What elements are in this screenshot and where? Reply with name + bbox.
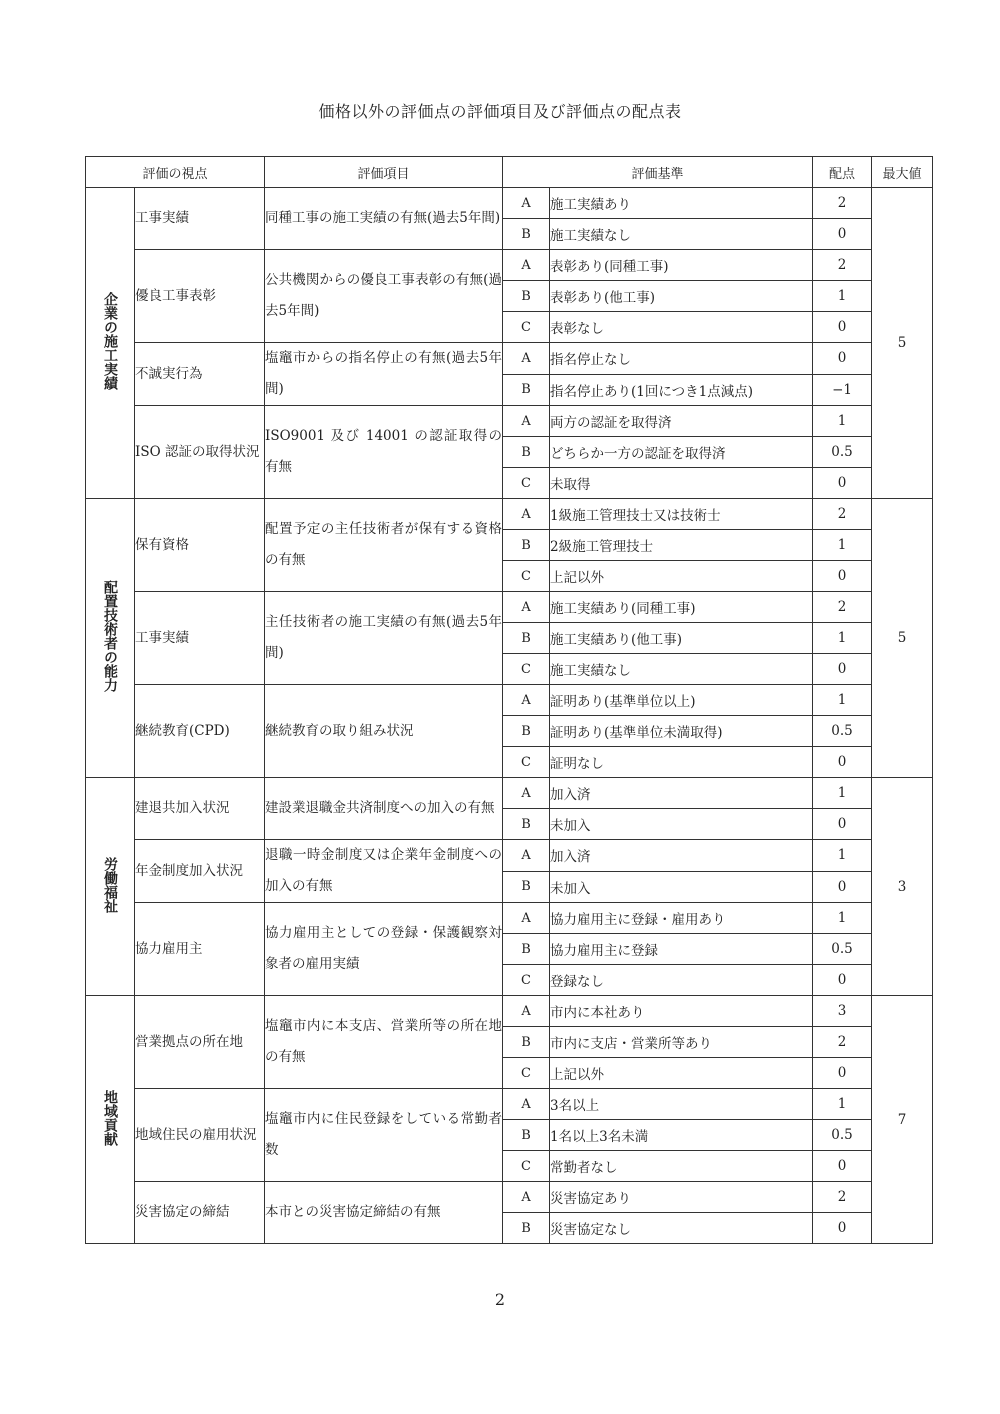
criteria-text: 1級施工管理技士又は技術士 xyxy=(550,499,813,530)
criteria-points: 2 xyxy=(813,592,872,623)
criteria-points: 0.5 xyxy=(813,716,872,747)
criteria-text: 未取得 xyxy=(550,468,813,499)
criteria-grade: C xyxy=(503,312,550,343)
item-description: 公共機関からの優良工事表彰の有無(過去5年間) xyxy=(265,250,503,343)
criteria-text: 2級施工管理技士 xyxy=(550,530,813,561)
criteria-points: 1 xyxy=(813,623,872,654)
criteria-grade: B xyxy=(503,437,550,468)
criteria-grade: C xyxy=(503,965,550,996)
criteria-text: 常勤者なし xyxy=(550,1151,813,1182)
criteria-points: 2 xyxy=(813,188,872,219)
criteria-text: 施工実績なし xyxy=(550,654,813,685)
criteria-text: 施工実績なし xyxy=(550,219,813,250)
criteria-text: 未加入 xyxy=(550,871,813,903)
table-row xyxy=(86,250,933,281)
criteria-text: 協力雇用主に登録 xyxy=(550,934,813,965)
item-description: 建設業退職金共済制度への加入の有無 xyxy=(265,778,503,840)
criteria-text: 加入済 xyxy=(550,778,813,809)
item-name: 工事実績 xyxy=(135,188,265,250)
criteria-text: 表彰なし xyxy=(550,312,813,343)
criteria-text: 上記以外 xyxy=(550,1058,813,1089)
item-description: 主任技術者の施工実績の有無(過去5年間) xyxy=(265,592,503,685)
criteria-grade: C xyxy=(503,747,550,778)
item-description: 本市との災害協定締結の有無 xyxy=(265,1182,503,1244)
criteria-points: 1 xyxy=(813,530,872,561)
item-name: 協力雇用主 xyxy=(135,903,265,996)
criteria-points: 0.5 xyxy=(813,934,872,965)
header-row xyxy=(86,157,933,188)
criteria-grade: A xyxy=(503,1089,550,1120)
item-name: 不誠実行為 xyxy=(135,343,265,406)
criteria-points: 0 xyxy=(813,809,872,840)
criteria-grade: A xyxy=(503,840,550,872)
table-row xyxy=(86,996,933,1027)
criteria-points: 0 xyxy=(813,1058,872,1089)
criteria-grade: A xyxy=(503,250,550,281)
header-criteria: 評価基準 xyxy=(503,157,813,188)
criteria-grade: B xyxy=(503,530,550,561)
criteria-points: 3 xyxy=(813,996,872,1027)
criteria-points: 0 xyxy=(813,219,872,250)
table-row xyxy=(86,685,933,716)
criteria-grade: B xyxy=(503,934,550,965)
criteria-points: 1 xyxy=(813,903,872,934)
criteria-text: 証明あり(基準単位未満取得) xyxy=(550,716,813,747)
criteria-text: 証明なし xyxy=(550,747,813,778)
item-description: 塩竈市内に住民登録をしている常勤者数 xyxy=(265,1089,503,1182)
criteria-text: 未加入 xyxy=(550,809,813,840)
criteria-points: 2 xyxy=(813,499,872,530)
viewpoint-label: 配置技術者の能力 xyxy=(102,580,118,692)
criteria-points: 1 xyxy=(813,685,872,716)
criteria-grade: A xyxy=(503,685,550,716)
item-description: 塩竈市からの指名停止の有無(過去5年間) xyxy=(265,343,503,406)
item-description: ISO9001 及び 14001 の認証取得の有無 xyxy=(265,406,503,499)
table-body xyxy=(86,188,933,1244)
criteria-grade: B xyxy=(503,1213,550,1244)
criteria-text: 登録なし xyxy=(550,965,813,996)
criteria-text: 証明あり(基準単位以上) xyxy=(550,685,813,716)
criteria-points: 0 xyxy=(813,965,872,996)
criteria-text: 災害協定あり xyxy=(550,1182,813,1213)
criteria-grade: B xyxy=(503,219,550,250)
item-description: 同種工事の施工実績の有無(過去5年間) xyxy=(265,188,503,250)
criteria-grade: A xyxy=(503,778,550,809)
item-description: 継続教育の取り組み状況 xyxy=(265,685,503,778)
criteria-text: 協力雇用主に登録・雇用あり xyxy=(550,903,813,934)
item-name: 地域住民の雇用状況 xyxy=(135,1089,265,1182)
item-name: 建退共加入状況 xyxy=(135,778,265,840)
criteria-grade: B xyxy=(503,374,550,406)
viewpoint-cell xyxy=(86,996,135,1244)
item-description: 配置予定の主任技術者が保有する資格の有無 xyxy=(265,499,503,592)
criteria-points: 0 xyxy=(813,468,872,499)
criteria-text: 指名停止あり(1回につき1点減点) xyxy=(550,374,813,406)
item-name: 保有資格 xyxy=(135,499,265,592)
criteria-grade: A xyxy=(503,188,550,219)
item-name: 災害協定の締結 xyxy=(135,1182,265,1244)
criteria-points: 1 xyxy=(813,281,872,312)
criteria-text: 災害協定なし xyxy=(550,1213,813,1244)
criteria-grade: B xyxy=(503,281,550,312)
page-number: 2 xyxy=(494,1290,506,1309)
criteria-text: 市内に本社あり xyxy=(550,996,813,1027)
header-points: 配点 xyxy=(813,157,872,188)
criteria-points: 2 xyxy=(813,1027,872,1058)
header-viewpoint: 評価の視点 xyxy=(86,157,265,188)
viewpoint-cell xyxy=(86,188,135,499)
item-description: 塩竈市内に本支店、営業所等の所在地の有無 xyxy=(265,996,503,1089)
criteria-grade: C xyxy=(503,561,550,592)
criteria-points: 0.5 xyxy=(813,1120,872,1151)
criteria-text: 表彰あり(他工事) xyxy=(550,281,813,312)
viewpoint-label: 労働福祉 xyxy=(102,856,118,913)
criteria-points: 0 xyxy=(813,561,872,592)
table-row xyxy=(86,406,933,437)
criteria-grade: B xyxy=(503,1027,550,1058)
scoring-table xyxy=(85,156,933,1244)
viewpoint-cell xyxy=(86,499,135,778)
criteria-points: 0 xyxy=(813,1151,872,1182)
table-row xyxy=(86,903,933,934)
criteria-text: 施工実績あり xyxy=(550,188,813,219)
criteria-text: 市内に支店・営業所等あり xyxy=(550,1027,813,1058)
criteria-grade: A xyxy=(503,406,550,437)
criteria-text: 施工実績あり(同種工事) xyxy=(550,592,813,623)
item-name: 優良工事表彰 xyxy=(135,250,265,343)
item-name: ISO 認証の取得状況 xyxy=(135,406,265,499)
criteria-text: 指名停止なし xyxy=(550,343,813,375)
max-value: 7 xyxy=(872,996,933,1244)
table-row xyxy=(86,1182,933,1213)
criteria-grade: C xyxy=(503,1151,550,1182)
criteria-text: どちらか一方の認証を取得済 xyxy=(550,437,813,468)
item-name: 営業拠点の所在地 xyxy=(135,996,265,1089)
max-value: 5 xyxy=(872,499,933,778)
viewpoint-label: 地域貢献 xyxy=(102,1089,118,1146)
criteria-text: 上記以外 xyxy=(550,561,813,592)
criteria-grade: A xyxy=(503,996,550,1027)
table-row xyxy=(86,1089,933,1120)
page-title: 価格以外の評価点の評価項目及び評価点の配点表 xyxy=(318,102,682,121)
header-max: 最大値 xyxy=(872,157,933,188)
criteria-grade: C xyxy=(503,654,550,685)
criteria-points: 1 xyxy=(813,406,872,437)
criteria-grade: B xyxy=(503,871,550,903)
criteria-points: 0 xyxy=(813,654,872,685)
criteria-points: 1 xyxy=(813,778,872,809)
max-value: 5 xyxy=(872,188,933,499)
criteria-grade: C xyxy=(503,468,550,499)
criteria-points: 0.5 xyxy=(813,437,872,468)
criteria-grade: B xyxy=(503,623,550,654)
item-name: 継続教育(CPD) xyxy=(135,685,265,778)
table-row xyxy=(86,499,933,530)
header-item: 評価項目 xyxy=(265,157,503,188)
table-row xyxy=(86,840,933,872)
criteria-points: 0 xyxy=(813,871,872,903)
criteria-grade: B xyxy=(503,716,550,747)
criteria-grade: A xyxy=(503,343,550,375)
max-value: 3 xyxy=(872,778,933,996)
criteria-grade: B xyxy=(503,1120,550,1151)
criteria-points: 0 xyxy=(813,747,872,778)
criteria-points: 2 xyxy=(813,1182,872,1213)
viewpoint-label: 企業の施工実績 xyxy=(102,292,118,390)
criteria-text: 施工実績あり(他工事) xyxy=(550,623,813,654)
table-row xyxy=(86,188,933,219)
criteria-grade: A xyxy=(503,592,550,623)
criteria-points: 0 xyxy=(813,1213,872,1244)
criteria-points: −1 xyxy=(813,374,872,406)
viewpoint-cell xyxy=(86,778,135,996)
criteria-grade: A xyxy=(503,1182,550,1213)
table-row xyxy=(86,778,933,809)
item-description: 協力雇用主としての登録・保護観察対象者の雇用実績 xyxy=(265,903,503,996)
criteria-text: 表彰あり(同種工事) xyxy=(550,250,813,281)
item-description: 退職一時金制度又は企業年金制度への加入の有無 xyxy=(265,840,503,903)
criteria-points: 0 xyxy=(813,343,872,375)
criteria-grade: A xyxy=(503,903,550,934)
criteria-points: 1 xyxy=(813,1089,872,1120)
item-name: 工事実績 xyxy=(135,592,265,685)
criteria-text: 両方の認証を取得済 xyxy=(550,406,813,437)
table-row xyxy=(86,592,933,623)
criteria-text: 加入済 xyxy=(550,840,813,872)
criteria-points: 1 xyxy=(813,840,872,872)
criteria-points: 2 xyxy=(813,250,872,281)
table-row xyxy=(86,343,933,375)
criteria-text: 3名以上 xyxy=(550,1089,813,1120)
criteria-text: 1名以上3名未満 xyxy=(550,1120,813,1151)
criteria-points: 0 xyxy=(813,312,872,343)
criteria-grade: A xyxy=(503,499,550,530)
item-name: 年金制度加入状況 xyxy=(135,840,265,903)
criteria-grade: C xyxy=(503,1058,550,1089)
criteria-grade: B xyxy=(503,809,550,840)
